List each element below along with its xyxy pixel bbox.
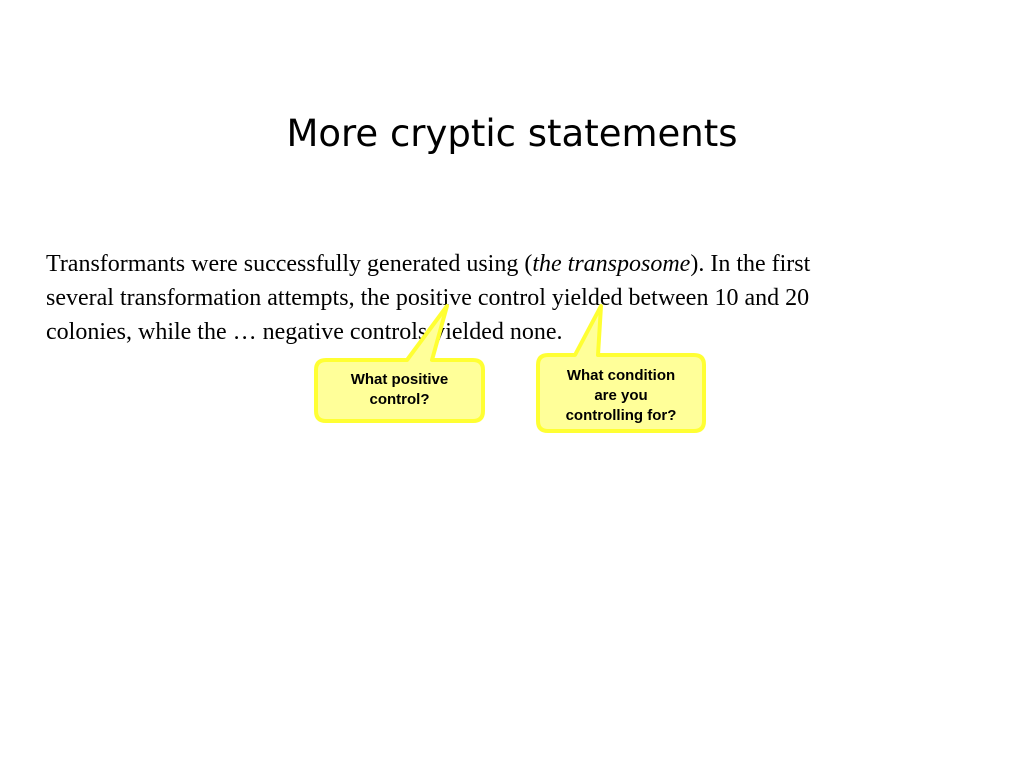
callout-positive-control-line-1: What positive xyxy=(350,371,449,388)
callout-positive-control xyxy=(318,370,481,410)
body-italic-term: the transposome xyxy=(532,251,691,277)
body-line-1-start: Transformants were successfully generated using ( xyxy=(46,251,533,277)
callout-positive-control-line-2: control? xyxy=(369,391,430,408)
callout-condition-line-3: controlling for? xyxy=(565,407,677,424)
body-line-3: colonies, while the … negative controls yielded none. xyxy=(46,319,563,345)
callout-condition xyxy=(540,366,702,426)
body-line-2: several transformation attempts, the positive control yielded between 10 and 20 xyxy=(46,285,810,311)
callout-condition-line-1: What condition xyxy=(566,367,676,384)
body-line-1-end: ). In the first xyxy=(690,251,811,277)
slide-title: More cryptic statements xyxy=(286,112,738,155)
callout-condition-line-2: are you xyxy=(594,387,648,404)
